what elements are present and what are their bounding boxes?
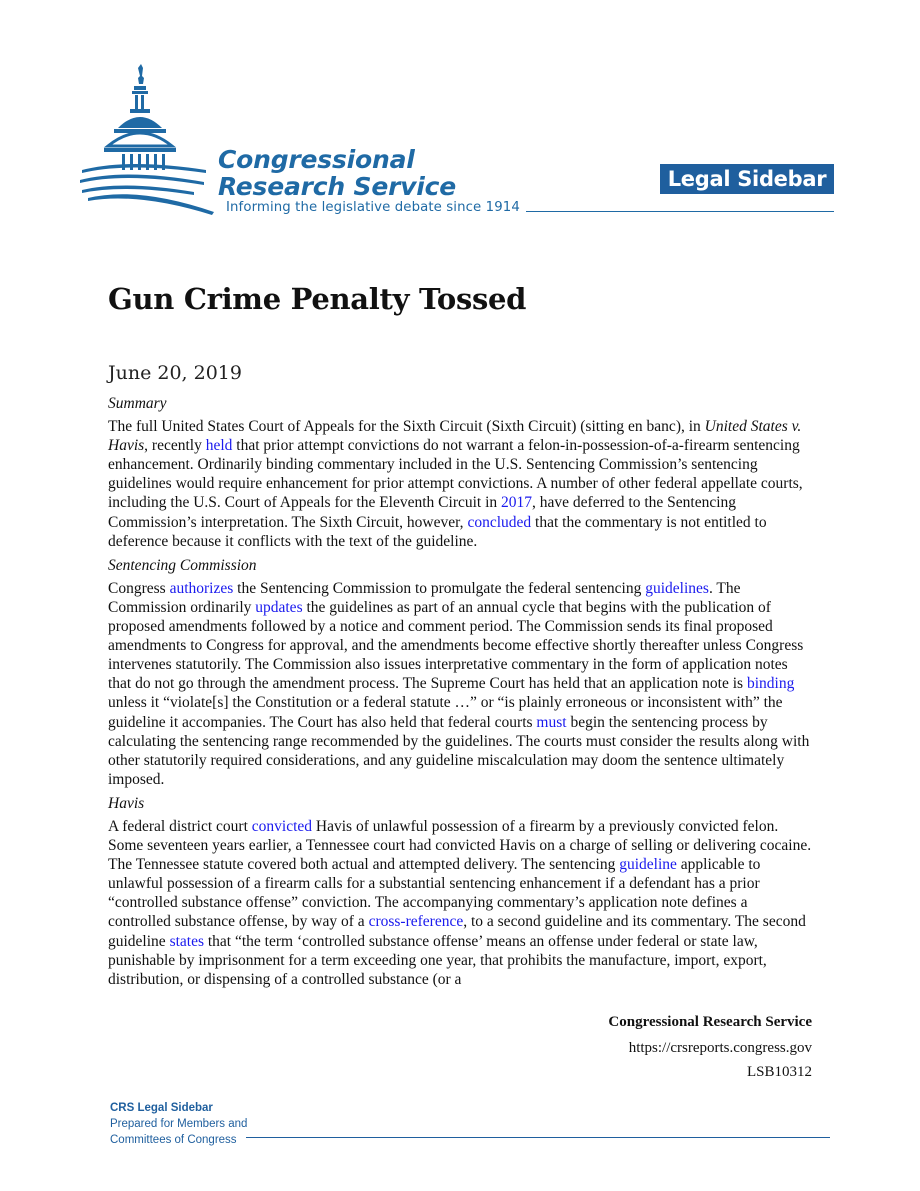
- page-title: Gun Crime Penalty Tossed: [108, 282, 527, 316]
- footer-org: Congressional Research Service: [608, 1014, 812, 1030]
- sentencing-commission-paragraph: [108, 579, 814, 789]
- text-span: the guidelines as part of an annual cycle that begins with the publication of proposed amendments followed by a notice and comment period. The Commission sends its final proposed amendments to Congress for approval, and the amendments become effective shortly thereafter unless Congress intervenes statutorily. The Commission also issues interpretative commentary in the form of application notes that do not go through the amendment process. The Supreme Court has held that an application note is: [108, 598, 804, 693]
- org-name-line2: Research Service: [218, 172, 457, 201]
- case-name: United States v. Havis: [108, 418, 802, 455]
- text-span: The full United States Court of Appeals for the Sixth Circuit (Sixth Circuit) (sitting en banc), in: [108, 418, 705, 436]
- bottom-label: [110, 1100, 247, 1148]
- bottom-line1: Prepared for Members and: [110, 1118, 248, 1130]
- link-2017[interactable]: 2017: [501, 494, 533, 512]
- havis-paragraph: [108, 817, 814, 989]
- text-span: . The Commission ordinarily: [108, 579, 741, 616]
- link-updates[interactable]: updates: [255, 598, 303, 616]
- text-span: the Sentencing Commission to promulgate the federal sentencing: [233, 579, 646, 597]
- footer-url[interactable]: https://crsreports.congress.gov: [628, 1040, 812, 1056]
- text-span: Congress: [108, 579, 170, 597]
- link-convicted[interactable]: convicted: [251, 817, 313, 835]
- text-span: Havis of unlawful possession of a firearm by a previously convicted felon. Some seventeen years earlier, a Tennessee court had convicted Havis on a charge of selling or delivering cocaine. The Tennessee statute covered both actual and attempted delivery. The sentencing: [108, 817, 812, 874]
- link-authorizes[interactable]: authorizes: [169, 579, 234, 597]
- text-span: applicable to unlawful possession of a firearm calls for a substantial sentencing enhancement if a defendant has a prior “controlled substance offense” conviction. The accompanying commentary’s application note defines a controlled substance offense, by way of a: [108, 856, 761, 931]
- header-divider: [526, 211, 834, 212]
- text-span: , to a second guideline and its commentary. The second guideline: [108, 913, 806, 950]
- link-must[interactable]: must: [536, 713, 567, 731]
- org-name-line1: Congressional: [218, 145, 415, 174]
- org-name: [218, 146, 456, 200]
- text-span: that the commentary is not entitled to deference because it conflicts with the text of the guideline.: [108, 513, 767, 550]
- link-binding[interactable]: binding: [746, 675, 795, 693]
- article-body: [108, 394, 814, 994]
- text-span: unless it “violate[s] the Constitution or a federal statute …” or “is plainly erroneous or inconsistent with” the guideline it accompanies. The Court has also held that federal courts: [108, 694, 783, 731]
- crs-footer: [608, 1013, 812, 1081]
- text-span: A federal district court: [108, 817, 252, 835]
- link-states[interactable]: states: [169, 932, 204, 950]
- bottom-line2: Committees of Congress: [110, 1134, 237, 1146]
- legal-sidebar-badge: Legal Sidebar: [660, 164, 834, 194]
- publication-date: June 20, 2019: [108, 362, 242, 384]
- text-span: , have deferred to the Sentencing Commission’s interpretation. The Sixth Circuit, however,: [108, 494, 737, 531]
- footer-report-code: LSB10312: [746, 1064, 812, 1080]
- text-span: , recently: [144, 437, 206, 455]
- section-heading-havis: Havis: [108, 794, 145, 812]
- section-heading-summary: Summary: [108, 395, 167, 412]
- text-span: that “the term ‘controlled substance offense’ means an offense under federal or state law, punishable by imprisonment for a term exceeding one year, that prohibits the manufacture, import, export, distribution, or dispensing of a controlled substance (or a: [108, 932, 767, 988]
- link-held[interactable]: held: [205, 437, 233, 455]
- bottom-title: CRS Legal Sidebar: [110, 1102, 213, 1114]
- link-concluded[interactable]: concluded: [467, 513, 532, 531]
- bottom-divider: [246, 1137, 830, 1138]
- link-guideline[interactable]: guideline: [619, 856, 677, 874]
- org-tagline: Informing the legislative debate since 1914: [226, 200, 520, 215]
- summary-paragraph: [108, 417, 814, 551]
- text-span: begin the sentencing process by calculating the sentencing range recommended by the guidelines. The courts must consider the results along with other statutorily required considerations, and any guideline miscalculation may doom the sentence ultimately imposed.: [108, 713, 810, 788]
- link-guidelines[interactable]: guidelines: [645, 579, 709, 597]
- text-span: that prior attempt convictions do not warrant a felon-in-possession-of-a-firearm sentencing enhancement. Ordinarily binding commentary included in the U.S. Sentencing Commission’s sentencing guidelines would require enhancement for prior attempt convictions. A number of other federal appellate courts, including the U.S. Court of Appeals for the Eleventh Circuit in: [108, 437, 803, 512]
- capitol-dome-logo-icon: [78, 62, 218, 218]
- link-cross-reference[interactable]: cross-reference: [368, 913, 464, 931]
- section-heading-sentencing-commission: Sentencing Commission: [108, 556, 257, 574]
